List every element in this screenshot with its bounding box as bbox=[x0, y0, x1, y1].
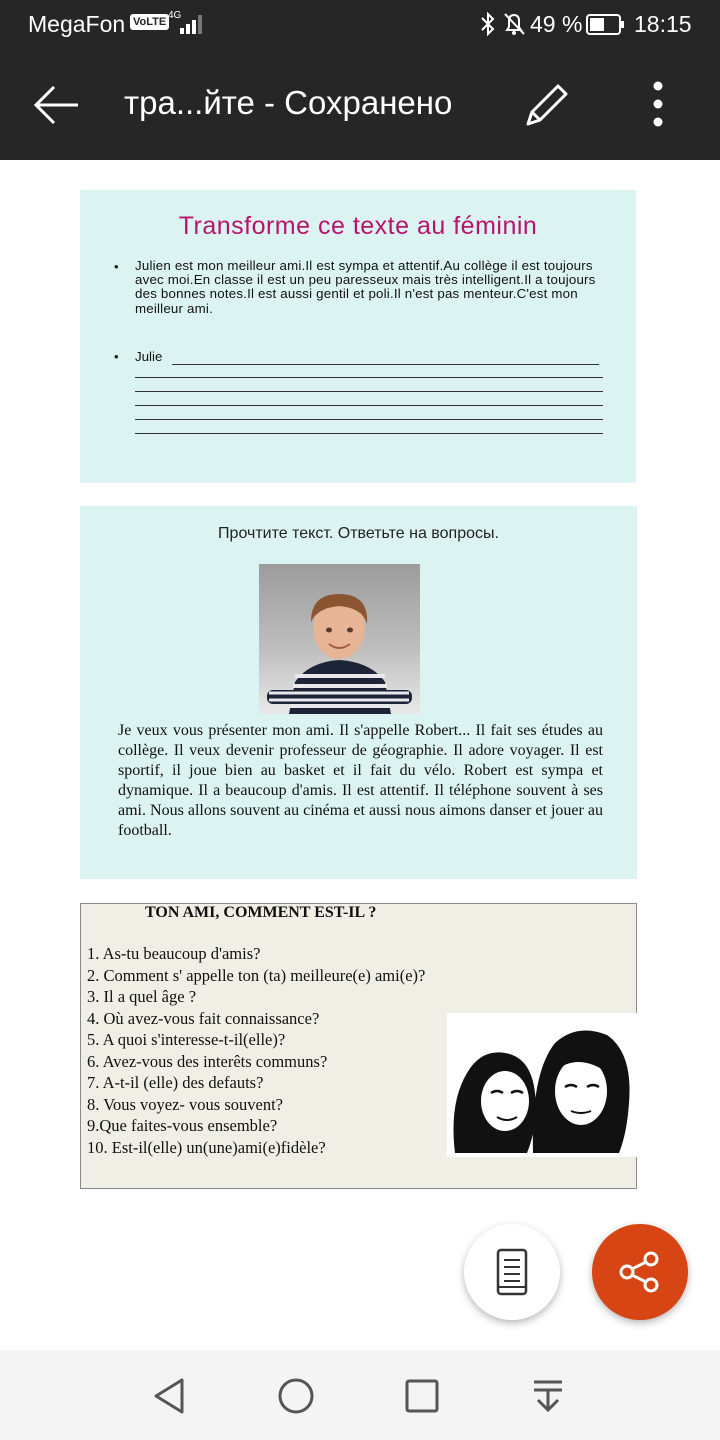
slide-3 bbox=[80, 903, 637, 1189]
recents-square-icon[interactable] bbox=[398, 1372, 446, 1420]
answer-line bbox=[135, 391, 603, 392]
question-item: 8. Vous voyez- vous souvent? bbox=[87, 1094, 284, 1114]
question-item: 1. As-tu beaucoup d'amis? bbox=[87, 944, 261, 963]
battery-percent: 49 % bbox=[530, 11, 583, 37]
network-type: 4G bbox=[168, 10, 182, 21]
slide-1-title: Transforme ce texte au féminin bbox=[178, 212, 538, 240]
boy-photo bbox=[259, 564, 420, 714]
bluetooth-icon bbox=[478, 11, 498, 37]
slide-1 bbox=[80, 190, 636, 483]
slide-1-paragraph: Julien est mon meilleur ami.Il est sympa et attentif.Au collège il est toujours avec moi.En classe il est un peu paresseux mais très intelligent.Il a toujours des bonnes notes.Il est aussi gentil et poli.Il n'est pas menteur.C'est mon meilleur ami. bbox=[135, 258, 596, 316]
signal-icon bbox=[180, 14, 206, 34]
reading-view-button[interactable] bbox=[464, 1224, 560, 1320]
more-vert-icon[interactable] bbox=[640, 80, 676, 130]
question-item: 7. A-t-il (elle) des defauts? bbox=[87, 1073, 264, 1092]
document-title: тра...йте - Сохранено bbox=[124, 84, 453, 121]
navigation-bar bbox=[0, 1350, 720, 1440]
share-button[interactable] bbox=[592, 1224, 688, 1320]
answer-line bbox=[135, 433, 603, 434]
question-item: 5. A quoi s'interesse-t-il(elle)? bbox=[87, 1030, 286, 1049]
answer-line bbox=[172, 364, 599, 365]
question-item: 3. Il a quel âge ? bbox=[87, 987, 197, 1006]
bell-muted-icon bbox=[502, 11, 526, 37]
status-bar bbox=[0, 0, 720, 50]
slide-2-instruction: Прочтите текст. Ответьте на вопросы. bbox=[218, 525, 499, 542]
volte-badge: VoLTE bbox=[130, 14, 169, 30]
document-view-icon bbox=[496, 1248, 528, 1296]
friends-sketch bbox=[447, 1013, 638, 1157]
app-bar bbox=[0, 50, 720, 160]
clock: 18:15 bbox=[634, 11, 692, 37]
answer-line bbox=[135, 419, 603, 420]
home-circle-icon[interactable] bbox=[272, 1372, 320, 1420]
question-list bbox=[87, 943, 425, 1158]
back-triangle-icon[interactable] bbox=[146, 1372, 194, 1420]
bullet-2: • bbox=[114, 349, 119, 364]
carrier-name: MegaFon bbox=[28, 11, 126, 37]
question-item: 9.Que faites-vous ensemble? bbox=[87, 1116, 278, 1135]
pencil-icon[interactable] bbox=[518, 78, 574, 134]
answer-line bbox=[135, 377, 603, 378]
answer-line bbox=[135, 405, 603, 406]
slide-2 bbox=[80, 506, 637, 879]
document-view[interactable] bbox=[0, 160, 720, 1350]
share-icon bbox=[617, 1249, 663, 1295]
question-item: 6. Avez-vous des interêts communs? bbox=[87, 1051, 328, 1071]
bullet-1: • bbox=[114, 259, 119, 274]
question-item: 2. Comment s' appelle ton (ta) meilleure(e) ami(e)? bbox=[87, 965, 426, 985]
notification-pull-icon[interactable] bbox=[524, 1372, 572, 1420]
question-item: 10. Est-il(elle) un(une)ami(e)fidèle? bbox=[87, 1137, 326, 1157]
question-item: 4. Où avez-vous fait connaissance? bbox=[87, 1008, 320, 1028]
slide-3-title: TON AMI, COMMENT EST-IL ? bbox=[145, 904, 377, 921]
answer-start: Julie bbox=[135, 349, 163, 364]
battery-icon bbox=[586, 14, 626, 35]
slide-2-text: Je veux vous présenter mon ami. Il s'appelle Robert... Il fait ses études au collège. Il veux devenir professeur de géographie. Il adore voyager. Il est sportif, il joue bien au basket et il fait du vélo. Robert est sympa et dynamique. Il a beaucoup d'amis. Il est attentif. Il téléphone souvent à ses ami. Nous allons souvent au cinéma et aussi nous aimons danser et jouer au football. bbox=[118, 722, 603, 839]
back-arrow-icon[interactable] bbox=[28, 78, 84, 132]
